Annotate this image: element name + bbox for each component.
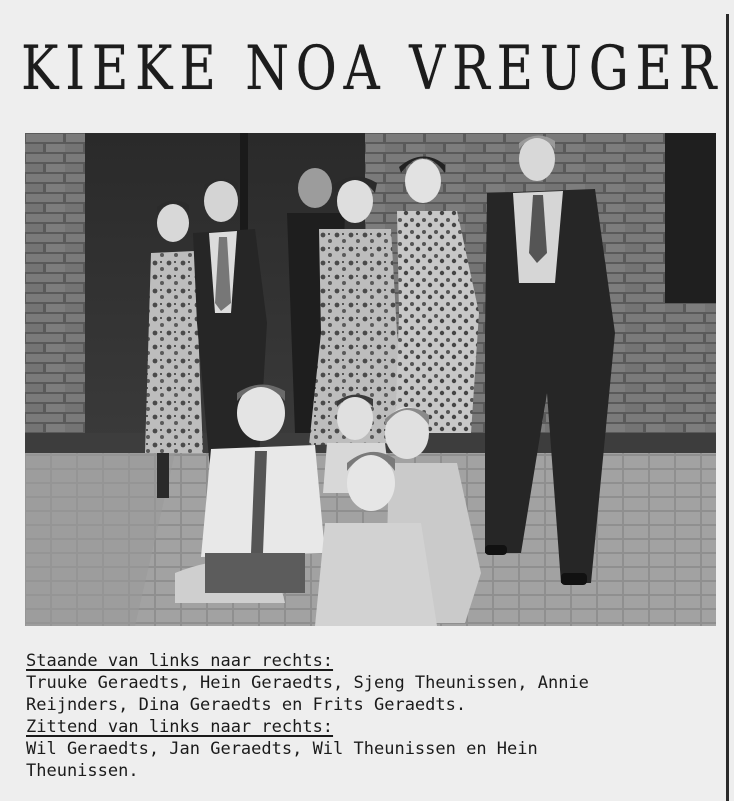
standing-heading: Staande van links naar rechts: (26, 651, 334, 671)
photo-caption (26, 650, 726, 782)
masthead-title: KIEKE NOA VREUGER (20, 32, 724, 104)
standing-names-line-2: Reijnders, Dina Geraedts en Frits Geraedts. (26, 695, 467, 715)
seated-heading: Zittend van links naar rechts: (26, 717, 334, 737)
photo-illustration (25, 133, 716, 626)
seated-names-line-1: Wil Geraedts, Jan Geraedts, Wil Theunissen en Hein (26, 739, 538, 759)
page-border-line (726, 14, 729, 801)
masthead (22, 28, 722, 108)
seated-names-line-2: Theunissen. (26, 761, 139, 781)
group-photograph (25, 133, 716, 626)
standing-names-line-1: Truuke Geraedts, Hein Geraedts, Sjeng Theunissen, Annie (26, 673, 589, 693)
